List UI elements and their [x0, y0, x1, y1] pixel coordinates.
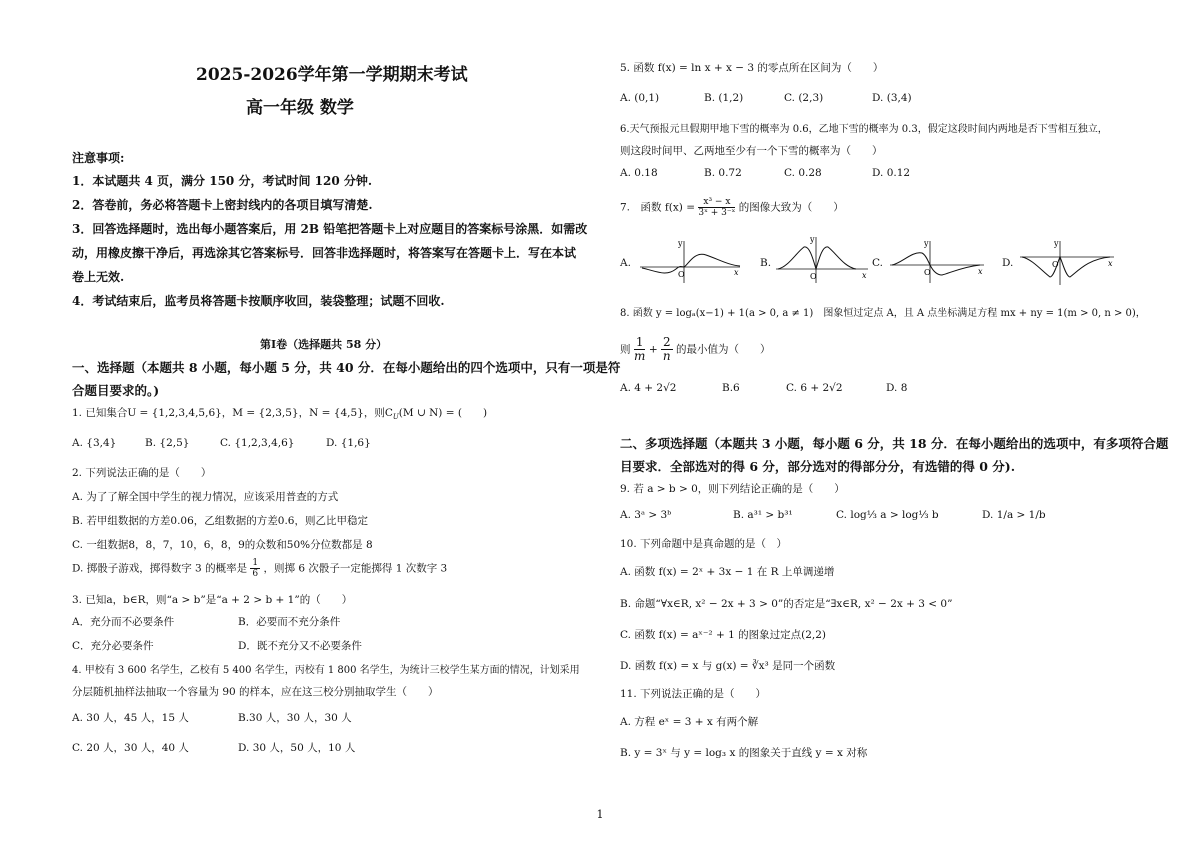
question-8-cont: 则 $\frac{1}{m}$ + $\frac{2}{n}$ 的最小值为（ ）	[620, 335, 771, 363]
q4-option-b: B.30 人，30 人，30 人	[238, 712, 352, 724]
q7-option-c: C.	[872, 257, 883, 269]
fraction-one-sixth: $\frac{1}{6}$	[252, 558, 259, 579]
q6-option-a: A. 0.18	[620, 167, 658, 179]
q5-option-c: C. (2,3)	[784, 92, 824, 104]
q8-option-a: A. 4 + 2√2	[620, 382, 677, 394]
page-number: 1	[596, 808, 604, 821]
q8-option-b: B.6	[722, 382, 740, 394]
q9-option-d: D. 1/a > 1/b	[982, 509, 1046, 521]
q1-option-d: D. {1,6}	[326, 437, 371, 449]
svg-text:O: O	[1052, 260, 1059, 269]
q8-option-d: D. 8	[886, 382, 908, 394]
q4-option-a: A. 30 人，45 人，15 人	[72, 712, 189, 724]
question-3: 3. 已知a，b∈R，则“a > b”是“a + 2 > b + 1”的（ ）	[72, 594, 353, 606]
question-4-cont: 分层随机抽样法抽取一个容量为 90 的样本，应在这三校分别抽取学生（ ）	[72, 686, 439, 698]
q7-fraction: $\frac{\text{x³ − x}}{\text{3ˣ + 3⁻ˣ}}$	[698, 197, 736, 218]
q9-option-c: C. log⅓ a > log⅓ b	[836, 509, 939, 521]
q2-option-a: A. 为了了解全国中学生的视力情况，应该采用普查的方式	[72, 491, 339, 503]
svg-text:x: x	[1108, 259, 1113, 268]
q2-option-c: C. 一组数据8，8，7，10，6，8，9的众数和50%分位数都是 8	[72, 539, 373, 551]
q9-option-a: A. 3ᵃ > 3ᵇ	[620, 509, 672, 521]
svg-text:y: y	[1054, 239, 1059, 248]
q7-graph-a	[636, 237, 746, 285]
q2-option-d: D. 掷骰子游戏，掷得数字 3 的概率是 $\frac{1}{6}$ ，则掷 6 次骰子一定能掷得 1 次数字 3	[72, 558, 448, 579]
notice-item: 动，用橡皮擦干净后，再选涂其它答案标号．回答非选择题时，将答案写在答题卡上．写在本试	[72, 246, 577, 260]
fraction-2-over-n: $\frac{2}{n}$	[662, 335, 671, 363]
q10-option-d: D. 函数 f(x) = x 与 g(x) = ∛x³ 是同一个函数	[620, 660, 836, 672]
q6-option-c: C. 0.28	[784, 167, 822, 179]
q2-option-b: B. 若甲组数据的方差0.06，乙组数据的方差0.6，则乙比甲稳定	[72, 515, 368, 527]
q6-option-d: D. 0.12	[872, 167, 911, 179]
q11-option-b: B. y = 3ˣ 与 y = log₃ x 的图象关于直线 y = x 对称	[620, 747, 868, 759]
q7-option-b: B.	[760, 257, 772, 269]
question-7: 7. 函数 f(x) = $\frac{\text{x³ − x}}{\text{3ˣ + 3⁻ˣ}}$ 的图像大致为（ ）	[620, 197, 844, 218]
q8-option-c: C. 6 + 2√2	[786, 382, 843, 394]
question-10: 10. 下列命题中是真命题的是（ ）	[620, 538, 788, 550]
q3-option-d: D．既不充分又不必要条件	[238, 640, 362, 652]
svg-text:x: x	[978, 267, 983, 276]
q4-option-d: D. 30 人，50 人，10 人	[238, 742, 356, 754]
question-8: 8. 函数 y = logₐ(x−1) + 1(a > 0, a ≠ 1) 图象恒过定点 A，且 A 点坐标满足方程 mx + ny = 1(m > 0, n > 0)，	[620, 308, 1146, 319]
notice-item: 2．答卷前，务必将答题卡上密封线内的各项目填写清楚.	[72, 198, 373, 212]
svg-text:y: y	[678, 239, 683, 248]
q7-graph-c	[886, 237, 990, 285]
q5-option-b: B. (1,2)	[704, 92, 744, 104]
q7-option-a: A.	[620, 257, 631, 269]
q6-option-b: B. 0.72	[704, 167, 742, 179]
svg-text:x: x	[734, 268, 739, 277]
question-11: 11. 下列说法正确的是（ ）	[620, 688, 767, 700]
q4-option-c: C. 20 人，30 人，40 人	[72, 742, 189, 754]
q5-option-d: D. (3,4)	[872, 92, 912, 104]
part1-title: 第Ⅰ卷（选择题共 58 分）	[260, 338, 388, 351]
q11-option-a: A. 方程 eˣ = 3 + x 有两个解	[620, 716, 759, 728]
q3-option-a: A．充分而不必要条件	[72, 616, 175, 628]
notice-heading: 注意事项:	[72, 151, 125, 165]
section2-heading: 二、多项选择题（本题共 3 小题，每小题 6 分，共 18 分．在每小题给出的选项中，有多项符合题	[620, 436, 1169, 451]
fraction-1-over-m: $\frac{1}{m}$	[633, 335, 646, 363]
question-5: 5. 函数 f(x) = ln x + x − 3 的零点所在区间为（ ）	[620, 62, 884, 74]
notice-item: 1．本试题共 4 页，满分 150 分，考试时间 120 分钟.	[72, 174, 373, 188]
svg-text:O: O	[678, 270, 685, 279]
svg-text:O: O	[810, 272, 817, 281]
svg-text:O: O	[924, 268, 931, 277]
section1-heading: 一、选择题（本题共 8 小题，每小题 5 分，共 40 分．在每小题给出的四个选项中，只有一项是符	[72, 360, 621, 375]
q3-option-b: B．必要而不充分条件	[238, 616, 341, 628]
q3-option-c: C．充分必要条件	[72, 640, 154, 652]
svg-text:y: y	[810, 235, 815, 244]
q10-option-b: B. 命题“∀x∈R, x² − 2x + 3 > 0”的否定是“∃x∈R, x² − 2x + 3 < 0”	[620, 598, 953, 610]
question-6-cont: 则这段时间甲、乙两地至少有一个下雪的概率为（ ）	[620, 145, 883, 157]
notice-item: 3．回答选择题时，选出每小题答案后，用 2B 铅笔把答题卡上对应题目的答案标号涂黑．如需改	[72, 222, 588, 236]
section1-heading-cont: 合题目要求的。)	[72, 383, 160, 398]
question-6: 6.天气预报元旦假期甲地下雪的概率为 0.6，乙地下雪的概率为 0.3，假定这段时间内两地是否下雪相互独立，	[620, 124, 1108, 135]
q10-option-c: C. 函数 f(x) = aˣ⁻² + 1 的图象过定点(2,2)	[620, 629, 826, 641]
q1-option-b: B. {2,5}	[145, 437, 190, 449]
exam-title: 2025-2026学年第一学期期末考试	[196, 65, 468, 85]
q5-option-a: A. (0,1)	[620, 92, 660, 104]
svg-text:x: x	[862, 271, 867, 280]
svg-text:y: y	[924, 239, 929, 248]
q10-option-a: A. 函数 f(x) = 2ˣ + 3x − 1 在 R 上单调递增	[620, 566, 835, 578]
q9-option-b: B. a³¹ > b³¹	[733, 509, 793, 521]
question-4: 4. 甲校有 3 600 名学生，乙校有 5 400 名学生，丙校有 1 800 名学生，为统计三校学生某方面的情况，计划采用	[72, 665, 580, 676]
question-9: 9. 若 a > b > 0，则下列结论正确的是（ ）	[620, 483, 845, 495]
q7-option-d: D.	[1002, 257, 1014, 269]
question-2: 2. 下列说法正确的是（ ）	[72, 467, 212, 479]
notice-item: 4．考试结束后，监考员将答题卡按顺序收回，装袋整理；试题不回收.	[72, 294, 445, 308]
exam-subtitle: 高一年级 数学	[246, 98, 354, 118]
q7-graph-d	[1016, 237, 1120, 287]
question-1: 1. 已知集合U = {1,2,3,4,5,6}，M = {2,3,5}，N = {4,5}，则$C_U(M$ ∪ N) = ( )	[72, 407, 488, 422]
q7-graph-b	[772, 233, 872, 285]
notice-item: 卷上无效.	[72, 270, 125, 284]
q1-option-a: A. {3,4}	[72, 437, 117, 449]
q1-option-c: C. {1,2,3,4,6}	[220, 437, 295, 449]
section2-heading-cont: 目要求．全部选对的得 6 分，部分选对的得部分分，有选错的得 0 分).	[620, 459, 1016, 474]
